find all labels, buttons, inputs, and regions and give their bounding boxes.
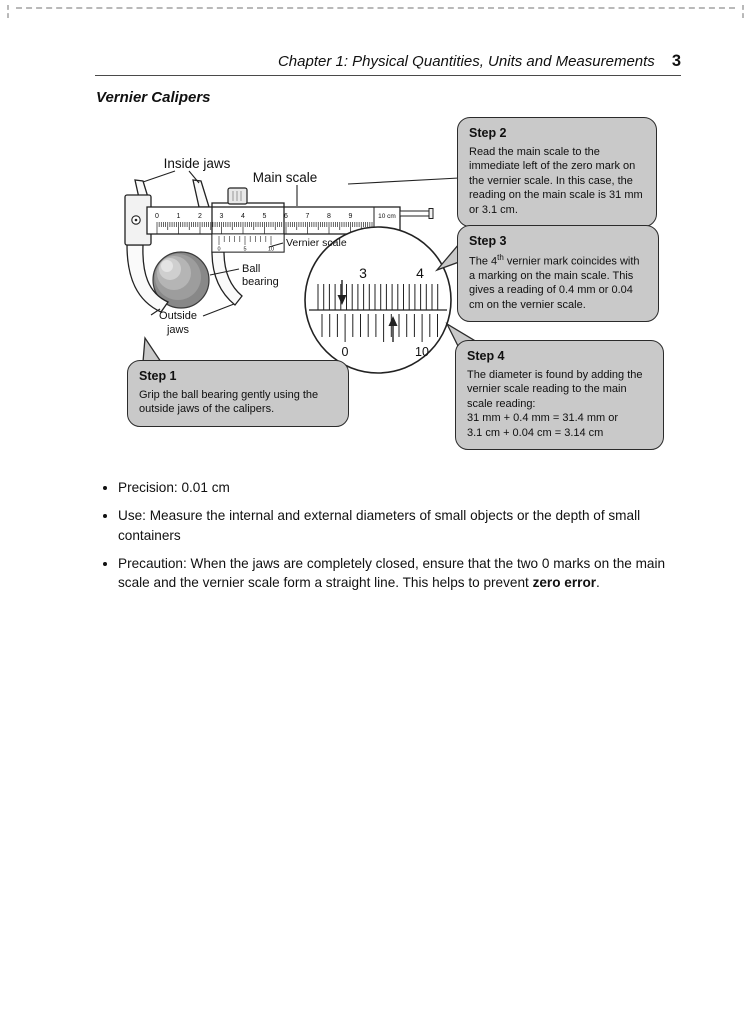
svg-text:0: 0 (217, 246, 221, 253)
bullet-precision-text: Precision: 0.01 cm (118, 480, 230, 495)
svg-text:4: 4 (241, 213, 245, 220)
svg-text:7: 7 (305, 213, 310, 220)
outside-jaws-label-line1: Outside (159, 310, 197, 322)
head-screw-dot (135, 219, 138, 222)
step1-title: Step 1 (139, 369, 177, 383)
outside-jaws-label-line2: jaws (166, 324, 190, 336)
step3-callout-tail (437, 244, 459, 270)
torn-edge-top (16, 7, 735, 9)
step3-title: Step 3 (469, 234, 507, 248)
zoom-vernier-number-left: 0 (341, 345, 349, 359)
step2-text: Read the main scale to the immediate left of the zero mark on the vernier scale. In this case, the reading on the main scale is 31 mm or 3.1 cm. (469, 145, 643, 216)
step2-callout (457, 117, 657, 227)
bullet-precaution (118, 554, 696, 593)
page-header (95, 52, 681, 71)
step1-callout (127, 360, 349, 427)
svg-text:5: 5 (243, 246, 247, 253)
inside-jaw-moving (193, 180, 209, 207)
bullet-use-text: Use: Measure the internal and external diameters of small objects or the depth of small containers (118, 508, 641, 543)
outside-jaw-moving (212, 252, 242, 305)
svg-text:5: 5 (262, 213, 267, 220)
torn-edge-left (7, 5, 9, 18)
section-title: Vernier Calipers (96, 89, 211, 106)
bullet-precaution-period: . (596, 575, 600, 591)
step4-text: The diameter is found by adding the vernier scale reading to the main scale reading: (467, 368, 643, 410)
svg-text:8: 8 (327, 213, 331, 220)
zoom-vernier-number-right: 10 (415, 345, 429, 359)
step4-callout (455, 340, 664, 450)
svg-text:9: 9 (348, 213, 353, 220)
main-scale-label: Main scale (252, 170, 318, 185)
svg-text:6: 6 (284, 213, 288, 220)
vernier-scale-label: Vernier scale (286, 237, 347, 249)
svg-text:0: 0 (155, 213, 159, 220)
page-number: 3 (671, 52, 681, 70)
svg-text:10 cm: 10 cm (378, 213, 396, 220)
chapter-title: Chapter 1: Physical Quantities, Units and Measurements (277, 53, 655, 70)
step1-callout-tail (143, 338, 161, 362)
svg-text:2: 2 (198, 213, 202, 220)
bullet-precaution-text: Precaution: When the jaws are completely closed, ensure that the two 0 marks on the main scale and the vernier scale form a straight line. This helps to prevent (118, 555, 666, 591)
svg-text:10: 10 (267, 246, 275, 253)
step3-callout (457, 225, 659, 322)
inside-jaws-label: Inside jaws (163, 156, 231, 171)
bullet-use (118, 506, 696, 545)
step1-text: Grip the ball bearing gently using the outside jaws of the calipers. (139, 388, 319, 416)
svg-text:3: 3 (219, 213, 224, 220)
step2-title: Step 2 (469, 126, 507, 140)
zero-error-bold: zero error (532, 575, 597, 591)
bullet-precision (118, 478, 696, 497)
depth-rod (400, 211, 430, 216)
depth-rod-tip (429, 209, 433, 219)
vernier-caliper-figure (85, 112, 665, 474)
torn-edge-right (742, 5, 744, 18)
step4-equation-2: 3.1 cm + 0.04 cm = 3.14 cm (467, 426, 604, 439)
step4-title: Step 4 (467, 349, 505, 363)
svg-text:1: 1 (176, 213, 181, 220)
zoom-main-number-right: 4 (416, 265, 424, 281)
step3-text: The 4th vernier mark coincides with a marking on the main scale. This gives a reading of 0.4 mm or 0.04 cm on the vernier scale. (469, 252, 640, 311)
header-rule (95, 75, 681, 76)
ball-bearing-label-line1: Ball (242, 263, 261, 275)
ball-bearing-label-line2: bearing (242, 276, 279, 288)
step4-equation-1: 31 mm + 0.4 mm = 31.4 mm or (467, 412, 618, 425)
zoom-main-number-left: 3 (359, 265, 367, 281)
bullet-list (96, 478, 696, 601)
